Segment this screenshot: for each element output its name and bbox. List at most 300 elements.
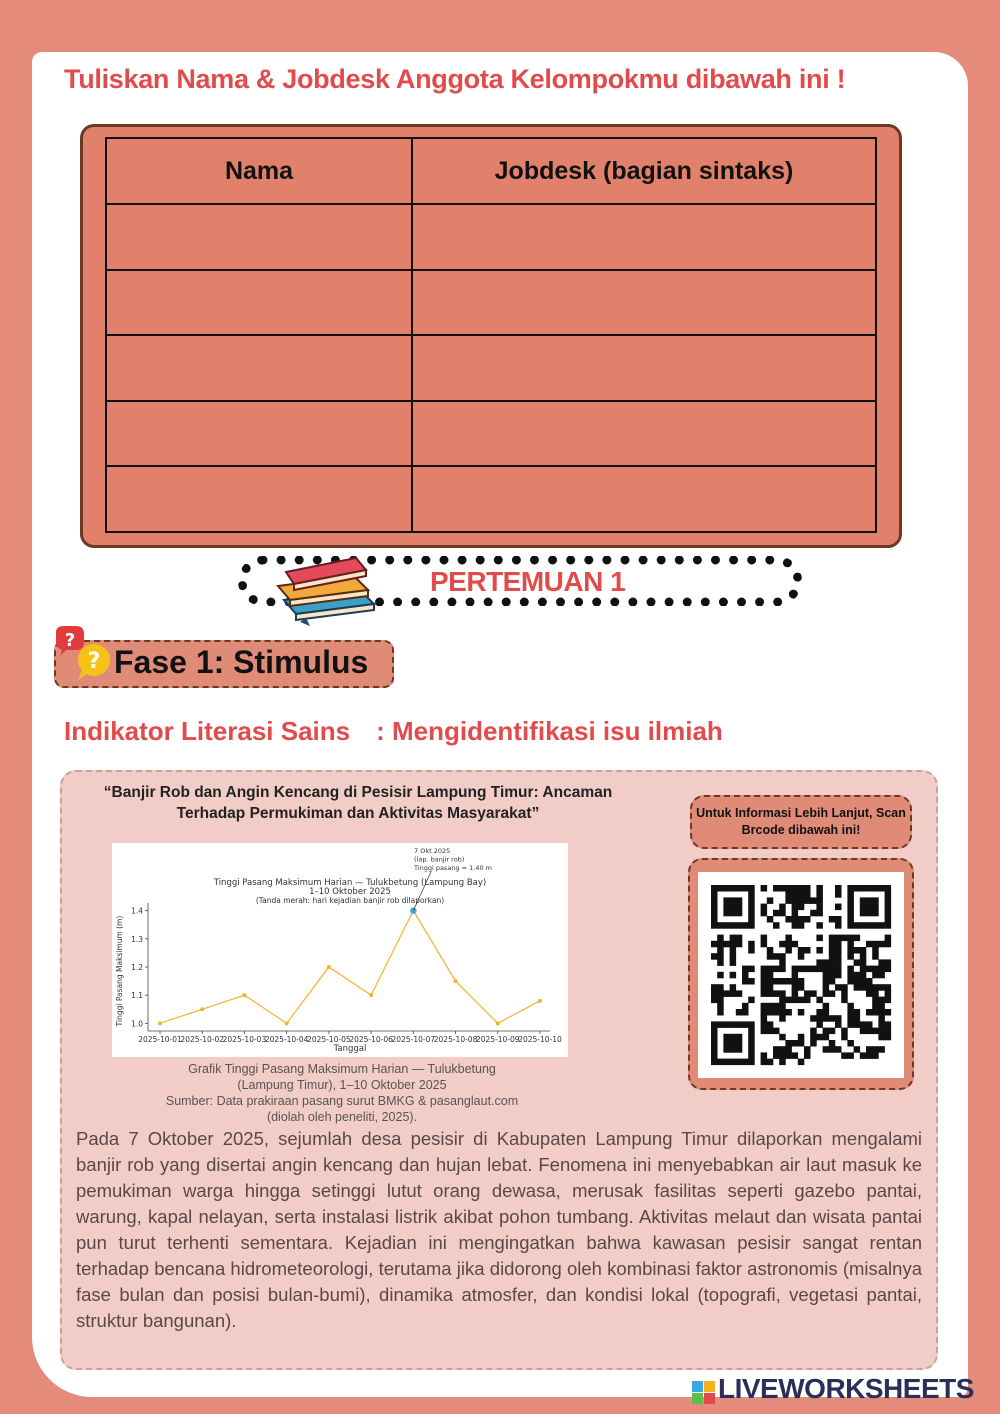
qr-module	[866, 1021, 873, 1028]
qr-module	[854, 935, 861, 942]
chart-subtitle: 1–10 Oktober 2025	[309, 887, 391, 897]
qr-module	[885, 941, 892, 948]
member-table-card	[80, 124, 902, 548]
qr-module	[798, 904, 805, 911]
x-tick-label: 2025-10-08	[433, 1035, 478, 1044]
qr-module	[730, 935, 737, 942]
qr-module	[878, 922, 885, 929]
qr-module	[785, 941, 792, 948]
qr-code-icon[interactable]	[698, 872, 904, 1078]
qr-module	[823, 1009, 830, 1016]
qr-module	[866, 922, 873, 929]
qr-module	[872, 990, 879, 997]
qr-module	[885, 1034, 892, 1041]
qr-module	[885, 885, 892, 892]
qr-module	[835, 891, 842, 898]
qr-module	[742, 1009, 749, 1016]
meeting-label: PERTEMUAN 1	[430, 566, 626, 597]
qr-module	[723, 941, 730, 948]
x-tick-label: 2025-10-07	[391, 1035, 436, 1044]
qr-module	[767, 1021, 774, 1028]
indicator-value: : Mengidentifikasi isu ilmiah	[376, 716, 723, 746]
question-bubbles-icon	[52, 624, 116, 684]
qr-module	[872, 897, 879, 904]
qr-module	[717, 885, 724, 892]
qr-module	[860, 972, 867, 979]
qr-module	[872, 1009, 879, 1016]
data-point	[538, 999, 542, 1003]
qr-module	[835, 984, 842, 991]
qr-module	[711, 997, 718, 1004]
x-tick-label: 2025-10-10	[518, 1035, 562, 1044]
qr-module	[854, 922, 861, 929]
qr-module	[816, 885, 823, 892]
qr-module	[854, 984, 861, 991]
qr-module	[829, 1015, 836, 1022]
qr-module	[885, 891, 892, 898]
qr-module	[860, 904, 867, 911]
qr-module	[847, 1009, 854, 1016]
qr-module	[736, 922, 743, 929]
qr-module	[748, 916, 755, 923]
qr-module	[730, 959, 737, 966]
qr-module	[860, 959, 867, 966]
qr-module	[804, 916, 811, 923]
qr-module	[792, 978, 799, 985]
qr-module	[872, 910, 879, 917]
qr-module	[860, 947, 867, 954]
highlight-point	[410, 907, 416, 913]
qr-module	[860, 953, 867, 960]
qr-module	[878, 1003, 885, 1010]
table-row	[106, 204, 876, 270]
qr-module	[767, 1009, 774, 1016]
nama-cell[interactable]	[106, 466, 412, 532]
qr-module	[823, 984, 830, 991]
qr-module	[798, 947, 805, 954]
qr-module	[872, 1046, 879, 1053]
qr-module	[816, 1015, 823, 1022]
qr-module	[711, 910, 718, 917]
qr-module	[748, 891, 755, 898]
qr-module	[779, 941, 786, 948]
annotation-text: 7 Okt 2025	[414, 847, 451, 855]
qr-module	[885, 904, 892, 911]
qr-module	[866, 897, 873, 904]
qr-module	[835, 904, 842, 911]
y-tick-label: 1.3	[131, 934, 143, 944]
qr-module	[798, 891, 805, 898]
qr-module	[736, 1046, 743, 1053]
qr-module	[816, 966, 823, 973]
qr-module	[816, 1009, 823, 1016]
qr-module	[872, 972, 879, 979]
qr-module	[854, 972, 861, 979]
qr-module	[730, 1021, 737, 1028]
qr-module	[761, 935, 768, 942]
qr-module	[885, 984, 892, 991]
qr-module	[723, 1059, 730, 1066]
qr-module	[810, 1034, 817, 1041]
qr-module	[723, 922, 730, 929]
qr-module	[829, 953, 836, 960]
qr-module	[810, 1028, 817, 1035]
qr-module	[885, 1021, 892, 1028]
qr-module	[816, 904, 823, 911]
qr-module	[730, 885, 737, 892]
jobdesk-cell[interactable]	[412, 204, 876, 270]
qr-module	[866, 1052, 873, 1059]
qr-module	[773, 922, 780, 929]
qr-module	[816, 910, 823, 917]
qr-module	[829, 941, 836, 948]
qr-module	[878, 997, 885, 1004]
jobdesk-cell[interactable]	[412, 270, 876, 336]
qr-module	[785, 891, 792, 898]
qr-module	[816, 897, 823, 904]
qr-module	[872, 947, 879, 954]
qr-module	[748, 1034, 755, 1041]
qr-module	[773, 966, 780, 973]
caption-line: (diolah oleh peneliti, 2025).	[266, 1110, 418, 1124]
liveworksheets-logo-icon	[692, 1373, 716, 1407]
liveworksheets-brand: LIVEWORKSHEETS	[718, 1373, 974, 1404]
y-tick-label: 1.4	[131, 906, 143, 916]
qr-module	[841, 984, 848, 991]
article-headline: “Banjir Rob dan Angin Kencang di Pesisir Lampung Timur: Ancaman Terhadap Permukiman dan Aktivitas Masyarakat”	[103, 784, 613, 822]
qr-module	[779, 990, 786, 997]
qr-module	[885, 1028, 892, 1035]
jobdesk-cell[interactable]	[412, 466, 876, 532]
qr-module	[711, 885, 718, 892]
qr-module	[785, 1052, 792, 1059]
qr-module	[798, 1034, 805, 1041]
qr-module	[773, 885, 780, 892]
qr-module	[866, 978, 873, 985]
qr-module	[761, 1003, 768, 1010]
jobdesk-cell[interactable]	[412, 401, 876, 467]
qr-module	[730, 904, 737, 911]
qr-module	[847, 1040, 854, 1047]
qr-module	[711, 1034, 718, 1041]
qr-module	[829, 916, 836, 923]
qr-module	[736, 910, 743, 917]
qr-module	[711, 1040, 718, 1047]
qr-module	[798, 1059, 805, 1066]
qr-module	[779, 978, 786, 985]
qr-module	[779, 959, 786, 966]
qr-module	[742, 972, 749, 979]
qr-module	[761, 984, 768, 991]
y-tick-label: 1.1	[131, 991, 143, 1001]
qr-module	[823, 966, 830, 973]
tide-chart	[112, 843, 568, 1057]
qr-module	[798, 997, 805, 1004]
qr-module	[730, 972, 737, 979]
qr-module	[847, 941, 854, 948]
qr-module	[779, 1015, 786, 1022]
qr-module	[711, 953, 718, 960]
qr-module	[872, 1052, 879, 1059]
qr-module	[711, 1021, 718, 1028]
qr-module	[847, 891, 854, 898]
qr-module	[711, 922, 718, 929]
qr-module	[761, 1015, 768, 1022]
jobdesk-cell[interactable]	[412, 335, 876, 401]
qr-module	[866, 941, 873, 948]
qr-module	[854, 885, 861, 892]
qr-module	[816, 947, 823, 954]
qr-module	[885, 997, 892, 1004]
qr-module	[779, 1052, 786, 1059]
qr-module	[810, 990, 817, 997]
qr-module	[847, 1021, 854, 1028]
qr-module	[878, 1034, 885, 1041]
qr-module	[860, 978, 867, 985]
series-line	[160, 911, 540, 1024]
qr-module	[711, 897, 718, 904]
qr-module	[723, 1046, 730, 1053]
caption-line: Grafik Tinggi Pasang Maksimum Harian — Tulukbetung	[188, 1062, 496, 1076]
qr-module	[804, 891, 811, 898]
qr-module	[835, 1021, 842, 1028]
qr-module	[866, 966, 873, 973]
qr-module	[792, 997, 799, 1004]
qr-module	[717, 959, 724, 966]
qr-module	[730, 897, 737, 904]
x-tick-label: 2025-10-02	[180, 1035, 225, 1044]
qr-module	[841, 1034, 848, 1041]
qr-module	[854, 959, 861, 966]
qr-module	[816, 891, 823, 898]
qr-module	[736, 904, 743, 911]
qr-module	[798, 1009, 805, 1016]
qr-module	[804, 947, 811, 954]
qr-module	[835, 959, 842, 966]
qr-module	[823, 978, 830, 985]
qr-module	[792, 885, 799, 892]
qr-module	[872, 966, 879, 973]
qr-module	[823, 1015, 830, 1022]
svg-text:?: ?	[64, 630, 76, 651]
qr-module	[761, 1021, 768, 1028]
qr-module	[736, 885, 743, 892]
qr-module	[730, 1040, 737, 1047]
nama-cell[interactable]	[106, 204, 412, 270]
qr-module	[711, 1046, 718, 1053]
qr-module	[767, 947, 774, 954]
qr-module	[792, 904, 799, 911]
qr-module	[792, 891, 799, 898]
qr-module	[854, 1015, 861, 1022]
qr-module	[847, 922, 854, 929]
qr-module	[773, 1052, 780, 1059]
qr-module	[885, 990, 892, 997]
qr-module	[711, 916, 718, 923]
qr-module	[779, 885, 786, 892]
chart-caption	[152, 1061, 532, 1125]
qr-module	[823, 1028, 830, 1035]
qr-module	[885, 922, 892, 929]
y-tick-label: 1.0	[131, 1019, 143, 1029]
qr-module	[711, 1059, 718, 1066]
qr-module	[823, 1034, 830, 1041]
qr-module	[779, 1009, 786, 1016]
qr-module	[804, 997, 811, 1004]
qr-module	[866, 1009, 873, 1016]
qr-module	[872, 885, 879, 892]
qr-module	[835, 885, 842, 892]
qr-module	[866, 990, 873, 997]
y-tick-label: 1.2	[131, 963, 143, 972]
qr-module	[835, 947, 842, 954]
qr-code-container[interactable]	[698, 872, 904, 1078]
qr-module	[810, 966, 817, 973]
qr-module	[816, 959, 823, 966]
qr-module	[785, 947, 792, 954]
qr-module	[761, 990, 768, 997]
qr-module	[847, 897, 854, 904]
qr-module	[847, 910, 854, 917]
qr-module	[742, 1003, 749, 1010]
qr-module	[767, 984, 774, 991]
qr-module	[823, 1003, 830, 1010]
qr-module	[816, 922, 823, 929]
qr-module	[829, 935, 836, 942]
qr-module	[804, 1046, 811, 1053]
qr-module	[810, 910, 817, 917]
qr-module	[847, 978, 854, 985]
qr-module	[798, 978, 805, 985]
qr-module	[847, 904, 854, 911]
qr-module	[829, 966, 836, 973]
qr-module	[730, 1046, 737, 1053]
data-point	[158, 1021, 162, 1025]
qr-module	[723, 1021, 730, 1028]
qr-module	[885, 910, 892, 917]
qr-module	[866, 910, 873, 917]
qr-module	[829, 1040, 836, 1047]
qr-module	[748, 997, 755, 1004]
qr-module	[761, 966, 768, 973]
qr-module	[785, 997, 792, 1004]
qr-module	[878, 1009, 885, 1016]
qr-module	[767, 897, 774, 904]
qr-module	[711, 990, 718, 997]
qr-module	[847, 972, 854, 979]
indicator-line	[64, 716, 723, 747]
qr-module	[829, 1028, 836, 1035]
qr-module	[723, 885, 730, 892]
qr-module	[761, 885, 768, 892]
qr-module	[798, 897, 805, 904]
qr-module	[748, 897, 755, 904]
qr-module	[810, 1040, 817, 1047]
qr-module	[736, 1034, 743, 1041]
qr-module	[773, 953, 780, 960]
qr-module	[835, 941, 842, 948]
qr-module	[717, 1003, 724, 1010]
nama-cell[interactable]	[106, 335, 412, 401]
caption-line: (Lampung Timur), 1–10 Oktober 2025	[237, 1078, 447, 1092]
qr-module	[798, 984, 805, 991]
caption-line: Sumber: Data prakiraan pasang surut BMKG & pasanglaut.com	[165, 1094, 519, 1108]
qr-module	[761, 1009, 768, 1016]
qr-module	[717, 941, 724, 948]
qr-module	[878, 984, 885, 991]
qr-module	[816, 997, 823, 1004]
qr-module	[804, 966, 811, 973]
qr-module	[847, 1003, 854, 1010]
qr-module	[798, 966, 805, 973]
qr-module	[847, 947, 854, 954]
qr-module	[885, 1009, 892, 1016]
nama-cell[interactable]	[106, 401, 412, 467]
qr-module	[730, 953, 737, 960]
qr-module	[723, 910, 730, 917]
qr-module	[792, 916, 799, 923]
qr-module	[798, 922, 805, 929]
qr-module	[835, 1015, 842, 1022]
qr-module	[841, 1028, 848, 1035]
qr-module	[866, 885, 873, 892]
tide-chart-container	[112, 843, 568, 1057]
qr-module	[878, 1021, 885, 1028]
nama-cell[interactable]	[106, 270, 412, 336]
qr-module	[711, 941, 718, 948]
qr-module	[885, 916, 892, 923]
qr-module	[829, 1046, 836, 1053]
qr-module	[847, 885, 854, 892]
qr-module	[717, 1059, 724, 1066]
qr-module	[717, 953, 724, 960]
qr-module	[798, 953, 805, 960]
qr-module	[730, 984, 737, 991]
qr-module	[748, 978, 755, 985]
qr-module	[792, 1040, 799, 1047]
qr-module	[792, 941, 799, 948]
svg-text:?: ?	[87, 649, 101, 674]
qr-module	[835, 1046, 842, 1053]
qr-module	[829, 990, 836, 997]
qr-module	[742, 922, 749, 929]
qr-module	[798, 1040, 805, 1047]
qr-module	[767, 916, 774, 923]
qr-module	[711, 1028, 718, 1035]
qr-module	[823, 972, 830, 979]
qr-module	[773, 990, 780, 997]
qr-module	[792, 972, 799, 979]
qr-module	[810, 897, 817, 904]
qr-module	[748, 1059, 755, 1066]
qr-module	[792, 966, 799, 973]
qr-module	[761, 1059, 768, 1066]
qr-module	[785, 935, 792, 942]
qr-module	[872, 984, 879, 991]
qr-module	[779, 1034, 786, 1041]
qr-module	[736, 941, 743, 948]
qr-module	[841, 935, 848, 942]
qr-module	[847, 1052, 854, 1059]
qr-module	[723, 1040, 730, 1047]
chart-note: (Tanda merah: hari kejadian banjir rob dilaporkan)	[255, 896, 445, 905]
qr-module	[885, 935, 892, 942]
qr-module	[779, 997, 786, 1004]
qr-module	[847, 916, 854, 923]
qr-module	[711, 904, 718, 911]
qr-module	[723, 904, 730, 911]
qr-module	[736, 990, 743, 997]
